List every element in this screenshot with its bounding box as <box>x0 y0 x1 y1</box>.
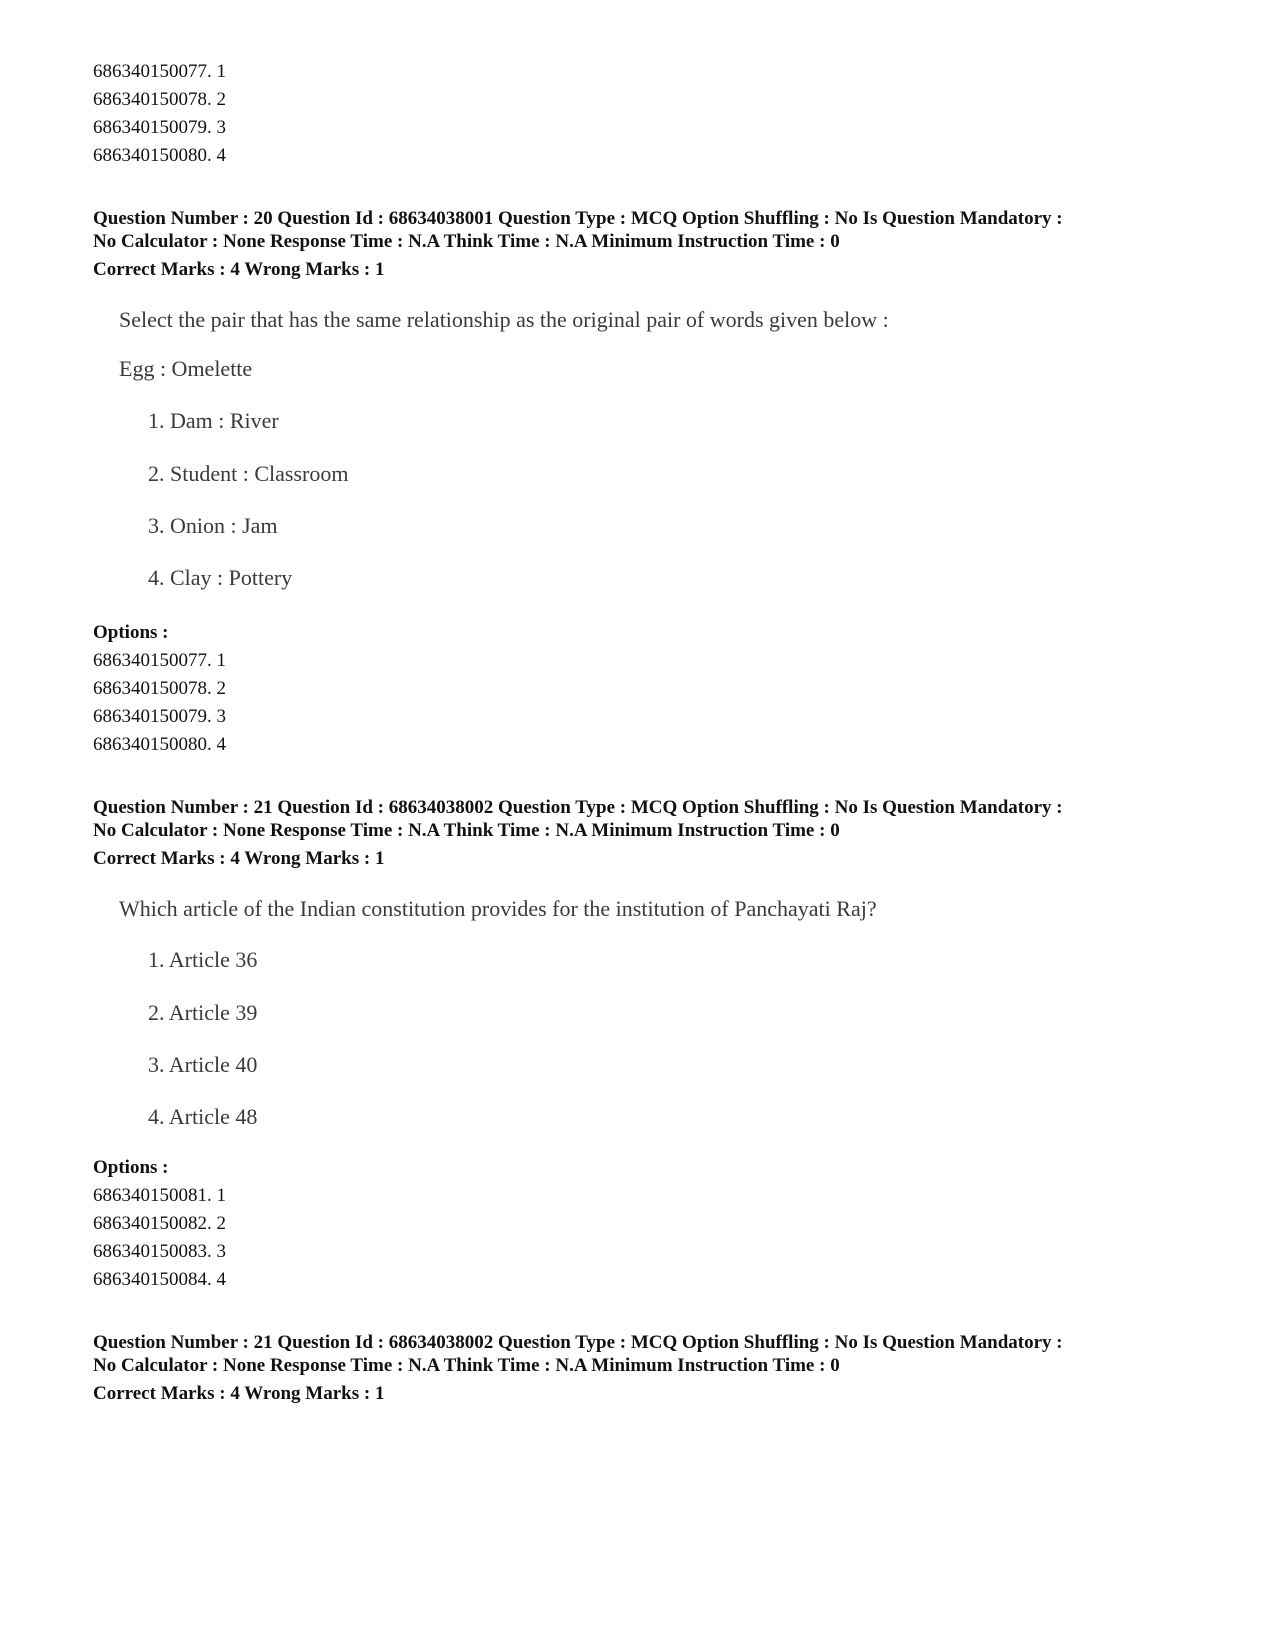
option-line: 686340150080. 4 <box>93 145 226 166</box>
question-header: Question Number : 20 Question Id : 68634038001 Question Type : MCQ Option Shuffling : No Is Question Mandatory : <box>93 208 1063 229</box>
question-choice: 3. Onion : Jam <box>148 513 278 538</box>
option-line: 686340150080. 4 <box>93 734 226 755</box>
option-line: 686340150082. 2 <box>93 1213 226 1234</box>
option-line: 686340150078. 2 <box>93 89 226 110</box>
question-header: No Calculator : None Response Time : N.A Think Time : N.A Minimum Instruction Time : 0 <box>93 1355 840 1376</box>
question-marks: Correct Marks : 4 Wrong Marks : 1 <box>93 1383 385 1404</box>
question-header: No Calculator : None Response Time : N.A Think Time : N.A Minimum Instruction Time : 0 <box>93 820 840 841</box>
question-marks: Correct Marks : 4 Wrong Marks : 1 <box>93 848 385 869</box>
question-choice: 1. Article 36 <box>148 947 258 972</box>
option-line: 686340150079. 3 <box>93 706 226 727</box>
option-line: 686340150078. 2 <box>93 678 226 699</box>
option-line: 686340150077. 1 <box>93 650 226 671</box>
option-line: 686340150084. 4 <box>93 1269 226 1290</box>
question-prompt: Egg : Omelette <box>119 356 253 381</box>
question-prompt: Which article of the Indian constitution provides for the institution of Panchayati Raj? <box>119 896 877 921</box>
question-header: No Calculator : None Response Time : N.A Think Time : N.A Minimum Instruction Time : 0 <box>93 231 840 252</box>
question-choice: 1. Dam : River <box>148 408 279 433</box>
option-line: 686340150083. 3 <box>93 1241 226 1262</box>
options-label: Options : <box>93 622 169 643</box>
question-choice: 4. Article 48 <box>148 1104 258 1129</box>
question-marks: Correct Marks : 4 Wrong Marks : 1 <box>93 259 385 280</box>
question-prompt: Select the pair that has the same relationship as the original pair of words given below : <box>119 307 889 332</box>
question-header: Question Number : 21 Question Id : 68634038002 Question Type : MCQ Option Shuffling : No Is Question Mandatory : <box>93 797 1063 818</box>
option-line: 686340150079. 3 <box>93 117 226 138</box>
options-label: Options : <box>93 1157 169 1178</box>
question-choice: 2. Article 39 <box>148 1000 258 1025</box>
question-choice: 2. Student : Classroom <box>148 461 349 486</box>
question-choice: 4. Clay : Pottery <box>148 565 293 590</box>
option-line: 686340150081. 1 <box>93 1185 226 1206</box>
option-line: 686340150077. 1 <box>93 61 226 82</box>
question-header: Question Number : 21 Question Id : 68634038002 Question Type : MCQ Option Shuffling : No Is Question Mandatory : <box>93 1332 1063 1353</box>
question-choice: 3. Article 40 <box>148 1052 258 1077</box>
